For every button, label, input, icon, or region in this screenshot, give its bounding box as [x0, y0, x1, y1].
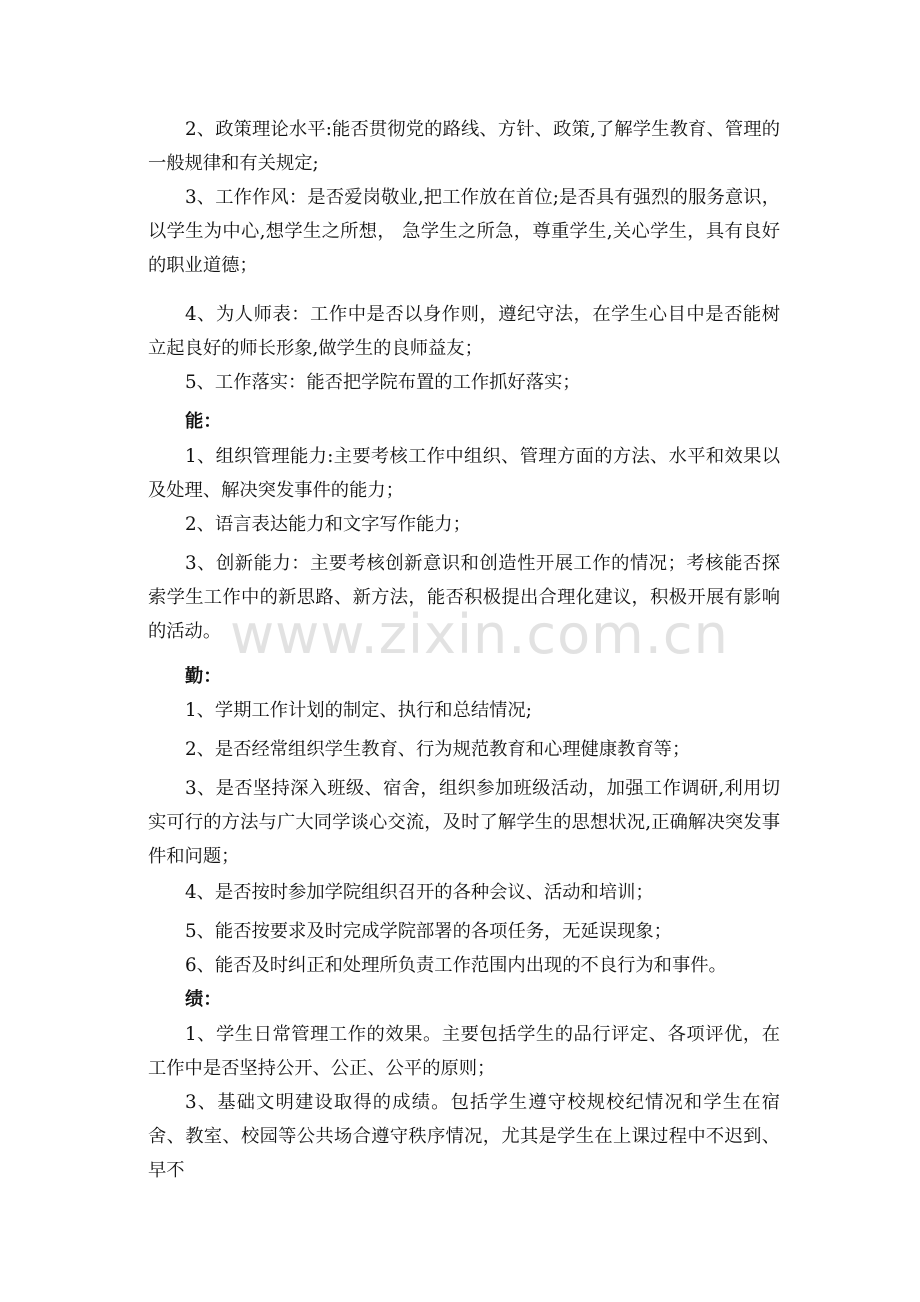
section-heading-performance: 绩：: [185, 989, 222, 1010]
paragraph-role-model: 4、为人师表：工作中是否以身作则，遵纪守法，在学生心目中是否能树立起良好的师长形象,做学生的良师益友；: [148, 304, 780, 359]
paragraph-task-completion: 5、能否按要求及时完成学院部署的各项任务，无延误现象；: [185, 921, 672, 942]
watermark-text: www.zixin.com.cn: [230, 603, 729, 666]
paragraph-organization-ability: 1、组织管理能力:主要考核工作中组织、管理方面的方法、水平和效果以及处理、解决突发事件的能力；: [148, 446, 780, 501]
paragraph-class-visits: 3、是否坚持深入班级、宿舍，组织参加班级活动，加强工作调研,利用切实可行的方法与广大同学谈心交流，及时了解学生的思想状况,正确解决突发事件和问题；: [148, 778, 780, 867]
paragraph-work-plan: 1、学期工作计划的制定、执行和总结情况;: [185, 700, 532, 721]
paragraph-work-implementation: 5、工作落实：能否把学院布置的工作抓好落实；: [185, 372, 581, 393]
paragraph-innovation-ability: 3、创新能力：主要考核创新意识和创造性开展工作的情况；考核能否探索学生工作中的新思路、新方法，能否积极提出合理化建议，积极开展有影响的活动。: [148, 553, 780, 642]
section-heading-diligence: 勤：: [185, 666, 222, 687]
paragraph-student-education: 2、是否经常组织学生教育、行为规范教育和心理健康教育等；: [185, 739, 691, 760]
paragraph-language-ability: 2、语言表达能力和文字写作能力；: [185, 514, 471, 535]
paragraph-policy-theory: 2、政策理论水平:能否贯彻党的路线、方针、政策,了解学生教育、管理的一般规律和有关规定;: [148, 119, 780, 174]
paragraph-work-style: 3、工作作风：是否爱岗敬业,把工作放在首位;是否具有强烈的服务意识，以学生为中心,想学生之所想， 急学生之所急，尊重学生,关心学生，具有良好的职业道德；: [148, 187, 780, 276]
section-heading-ability: 能：: [185, 411, 222, 432]
paragraph-daily-management: 1、学生日常管理工作的效果。主要包括学生的品行评定、各项评优，在工作中是否坚持公开、公正、公平的原则；: [148, 1024, 780, 1079]
paragraph-correction: 6、能否及时纠正和处理所负责工作范围内出现的不良行为和事件。: [185, 955, 727, 976]
paragraph-basic-civility: 3、基础文明建设取得的成绩。包括学生遵守校规校纪情况和学生在宿舍、教室、校园等公共场合遵守秩序情况，尤其是学生在上课过程中不迟到、早不: [148, 1092, 780, 1181]
paragraph-meetings: 4、是否按时参加学院组织召开的各种会议、活动和培训；: [185, 882, 654, 903]
